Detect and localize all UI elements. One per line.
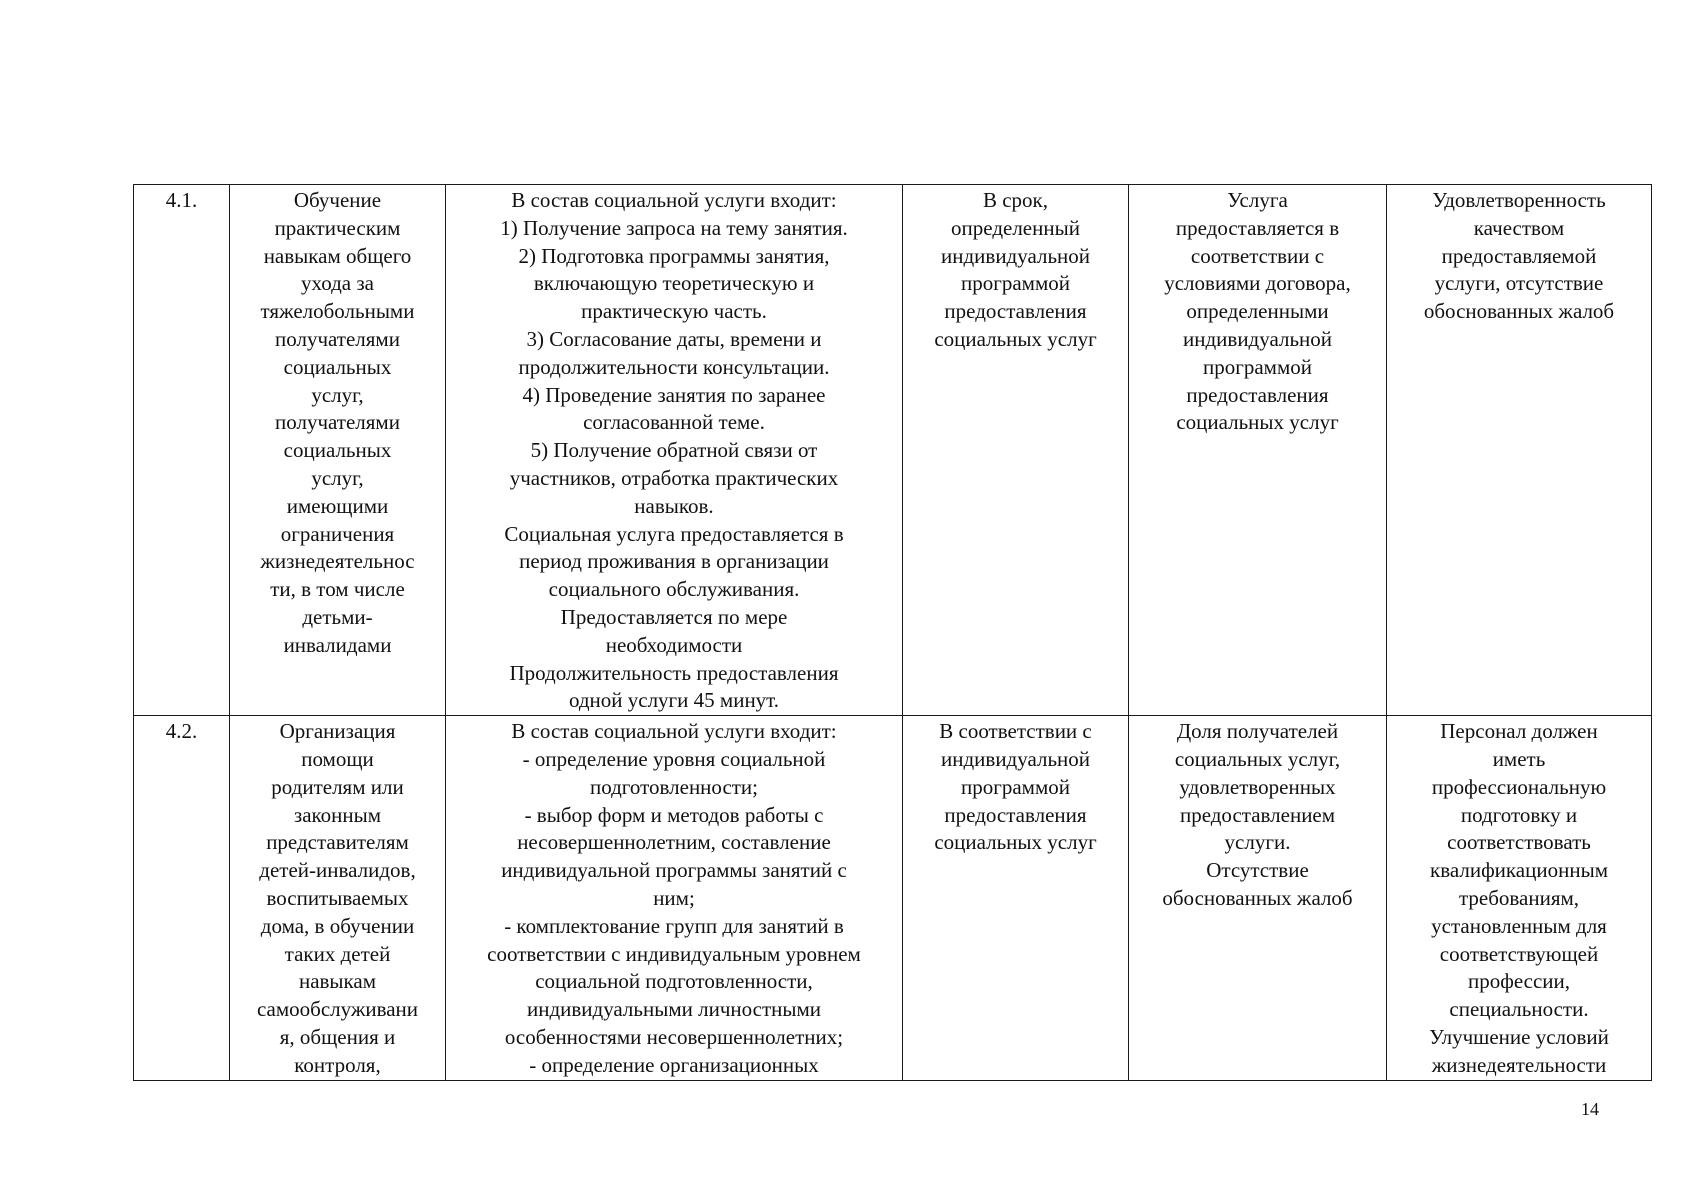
cell-text-line: социальных услуг, <box>1174 746 1341 771</box>
cell-text-line: участников, отработка практических <box>509 465 839 490</box>
service-name-cell <box>230 185 446 716</box>
cell-text-line: соответствии с <box>1190 243 1325 268</box>
cell-text-line: я, общения и <box>279 1024 396 1049</box>
cell-text-line: предоставления <box>944 299 1087 324</box>
cell-text-line: - выбор форм и методов работы с <box>524 802 824 827</box>
cell-text-line: требованиям, <box>1458 885 1580 910</box>
cell-text-line: - комплектование групп для занятий в <box>504 913 844 938</box>
service-conditions-cell <box>1129 185 1387 716</box>
cell-text-line: подготовку и <box>1460 802 1578 827</box>
cell-text-line: определенный <box>951 215 1080 240</box>
cell-text-line: услуг, <box>311 465 364 490</box>
cell-text-line: соответствовать <box>1447 830 1591 855</box>
cell-text-line: Продолжительность предоставления <box>509 660 839 685</box>
cell-text-line: период проживания в организации <box>519 549 829 574</box>
cell-text-line: инвалидами <box>283 632 392 657</box>
cell-text-line: особенностями несовершеннолетних; <box>504 1024 844 1049</box>
cell-text-line: удовлетворенных <box>1179 774 1336 799</box>
cell-text-line: соответствии с индивидуальным уровнем <box>487 941 861 966</box>
cell-text-line: 2) Подготовка программы занятия, <box>518 243 830 268</box>
service-term-cell <box>903 185 1129 716</box>
cell-text-line: жизнедеятельности <box>1431 1052 1607 1077</box>
cell-text-line: профессии, <box>1467 969 1571 994</box>
cell-text-line: навыкам общего <box>263 243 412 268</box>
cell-text-line: воспитываемых <box>266 885 409 910</box>
cell-text-line: индивидуальной <box>941 746 1090 771</box>
cell-text-line: индивидуальной <box>1183 326 1332 351</box>
cell-text-line: имеющими <box>286 493 389 518</box>
cell-text-line: дома, в обучении <box>260 913 415 938</box>
row-number: 4.1. <box>134 185 230 716</box>
cell-text-line: квалификационным <box>1430 858 1608 883</box>
cell-text-line: детей-инвалидов, <box>259 858 416 883</box>
cell-text-line: обоснованных жалоб <box>1162 885 1353 910</box>
cell-text-line: 1) Получение запроса на тему занятия. <box>500 215 848 240</box>
cell-text-line: контроля, <box>294 1052 381 1077</box>
service-name-cell <box>230 716 446 1080</box>
service-quality-cell <box>1387 716 1652 1080</box>
cell-text-line: включающую теоретическую и <box>533 271 815 296</box>
cell-text-line: предоставлением <box>1179 802 1336 827</box>
cell-text-line: необходимости <box>605 632 743 657</box>
cell-text-line: программой <box>961 774 1070 799</box>
cell-text-line: социальных услуг <box>934 830 1097 855</box>
cell-text-line: представителям <box>266 830 409 855</box>
cell-text-line: программой <box>1203 354 1312 379</box>
service-term-cell <box>903 716 1129 1080</box>
cell-text-line: предоставляется в <box>1175 215 1340 240</box>
cell-text-line: получателями <box>275 326 400 351</box>
cell-text-line: Предоставляется по мере <box>560 604 788 629</box>
cell-text-line: индивидуальной <box>941 243 1090 268</box>
cell-text-line: В соответствии с <box>939 719 1092 744</box>
cell-text-line: предоставления <box>1186 382 1329 407</box>
cell-text-line: качеством <box>1473 215 1565 240</box>
cell-text-line: профессиональную <box>1431 774 1607 799</box>
cell-text-line: - определение уровня социальной <box>522 746 826 771</box>
cell-text-line: несовершеннолетним, составление <box>517 830 831 855</box>
cell-text-line: получателями <box>275 410 400 435</box>
cell-text-line: специальности. <box>1449 997 1589 1022</box>
cell-text-line: согласованной теме. <box>583 410 765 435</box>
cell-text-line: ограничения <box>280 521 395 546</box>
cell-text-line: родителям или <box>271 774 404 799</box>
cell-text-line: практическую часть. <box>581 299 767 324</box>
cell-text-line: 5) Получение обратной связи от <box>530 438 818 463</box>
cell-text-line: социальных <box>283 438 392 463</box>
row-number: 4.2. <box>134 716 230 1080</box>
cell-text-line: услуги. <box>1224 830 1291 855</box>
cell-text-line: услуг, <box>311 382 364 407</box>
cell-text-line: помощи <box>301 746 374 771</box>
cell-text-line: В состав социальной услуги входит: <box>511 188 837 212</box>
cell-text-line: социальных услуг <box>1176 410 1339 435</box>
cell-text-line: предоставления <box>944 802 1087 827</box>
cell-text-line: ухода за <box>301 271 374 296</box>
cell-text-line: детьми- <box>302 604 373 629</box>
cell-text-line: 3) Согласование даты, времени и <box>526 326 822 351</box>
cell-text-line: ти, в том числе <box>270 577 405 602</box>
cell-text-line: установленным для <box>1431 913 1607 938</box>
cell-text-line: иметь <box>1492 746 1546 771</box>
cell-text-line: В срок, <box>982 188 1049 212</box>
cell-text-line: Услуга <box>1227 188 1288 212</box>
cell-text-line: обоснованных жалоб <box>1423 299 1615 324</box>
cell-text-line: одной услуги 45 минут. <box>568 688 780 713</box>
cell-text-line: Доля получателей <box>1176 719 1339 744</box>
cell-text-line: услуги, отсутствие <box>1434 271 1604 296</box>
cell-text-line: предоставляемой <box>1441 243 1597 268</box>
cell-text-line: жизнедеятельнос <box>260 549 415 574</box>
table-row <box>134 185 1652 716</box>
cell-text-line: 4) Проведение занятия по заранее <box>522 382 826 407</box>
cell-text-line: социальных услуг <box>934 326 1097 351</box>
cell-text-line: социальных <box>283 354 392 379</box>
cell-text-line: Обучение <box>293 188 382 212</box>
cell-text-line: соответствующей <box>1439 941 1599 966</box>
cell-text-line: Удовлетворенность <box>1432 188 1606 212</box>
cell-text-line: индивидуальной программы занятий с <box>501 858 847 883</box>
page-number: 14 <box>1581 1099 1599 1119</box>
cell-text-line: программой <box>961 271 1070 296</box>
cell-text-line: тяжелобольными <box>260 299 415 324</box>
cell-text-line: продолжительности консультации. <box>518 354 830 379</box>
cell-text-line: Улучшение условий <box>1429 1024 1609 1049</box>
service-description-cell <box>446 185 903 716</box>
cell-text-line: ним; <box>653 885 695 910</box>
cell-text-line: самообслуживани <box>256 997 419 1022</box>
cell-text-line: навыкам <box>298 969 377 994</box>
cell-text-line: Социальная услуга предоставляется в <box>504 521 844 546</box>
service-conditions-cell <box>1129 716 1387 1080</box>
cell-text-line: социальной подготовленности, <box>535 969 813 994</box>
cell-text-line: социального обслуживания. <box>548 577 800 602</box>
cell-text-line: таких детей <box>284 941 391 966</box>
service-description-cell <box>446 716 903 1080</box>
cell-text-line: навыков. <box>634 493 714 518</box>
services-table <box>133 184 1652 1081</box>
cell-text-line: Организация <box>279 719 396 744</box>
cell-text-line: - определение организационных <box>529 1052 819 1077</box>
service-quality-cell <box>1387 185 1652 716</box>
cell-text-line: Персонал должен <box>1440 719 1598 744</box>
cell-text-line: Отсутствие <box>1206 858 1309 883</box>
cell-text-line: практическим <box>274 215 401 240</box>
cell-text-line: законным <box>293 802 382 827</box>
cell-text-line: подготовленности; <box>589 774 759 799</box>
cell-text-line: В состав социальной услуги входит: <box>511 719 837 744</box>
table-row <box>134 716 1652 1080</box>
cell-text-line: индивидуальными личностными <box>526 997 822 1022</box>
cell-text-line: определенными <box>1186 299 1329 324</box>
cell-text-line: условиями договора, <box>1164 271 1351 296</box>
